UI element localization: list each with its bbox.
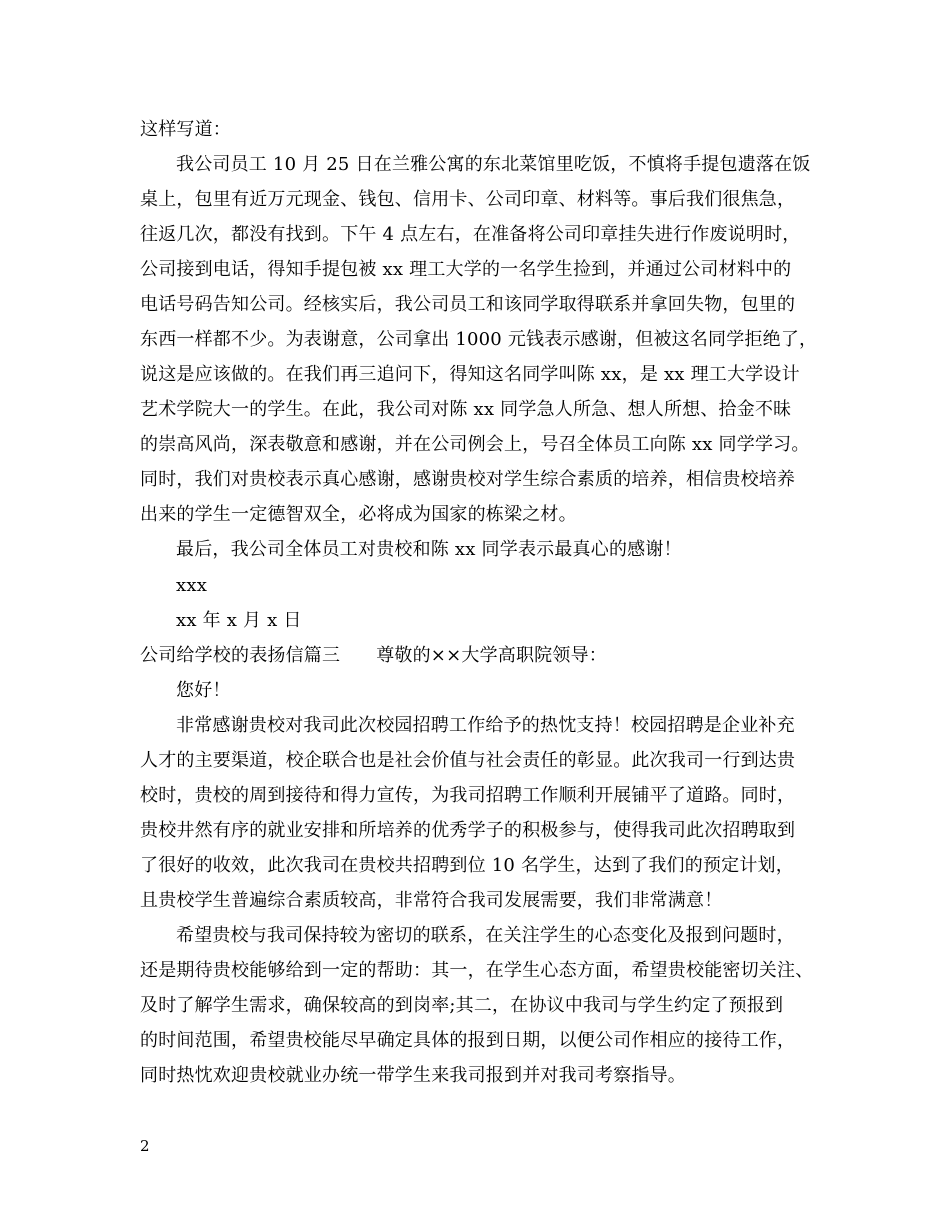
text-line: 出来的学生一定德智双全，必将成为国家的栋梁之材。 (140, 504, 577, 525)
text-line: 艺术学院大一的学生。在此，我公司对陈 xx 同学急人所急、想人所想、拾金不昧 (140, 399, 792, 420)
heading-line (140, 644, 607, 668)
salutation: 尊敬的××大学高职院领导： (376, 645, 607, 666)
paragraph-start-line: 最后，我公司全体员工对贵校和陈 xx 同学表示最真心的感谢！ (176, 539, 682, 560)
section-title: 公司给学校的表扬信篇三 (140, 645, 341, 666)
text-line: 这样写道： (140, 119, 231, 140)
text-line: 往返几次，都没有找到。下午 4 点左右，在准备将公司印章挂失进行作废说明时， (140, 224, 801, 245)
text-line: 的崇高风尚，深表敬意和感谢，并在公司例会上，号召全体员工向陈 xx 同学学习。 (140, 434, 810, 455)
text-line: 桌上，包里有近万元现金、钱包、信用卡、公司印章、材料等。事后我们很焦急， (140, 189, 796, 210)
greeting-line: 您好！ (176, 680, 231, 701)
text-line: 校时，贵校的周到接待和得力宣传，为我司招聘工作顺利开展铺平了道路。同时， (140, 785, 796, 806)
signature-line: xxx (176, 575, 208, 596)
text-line: 公司接到电话，得知手提包被 xx 理工大学的一名学生捡到，并通过公司材料中的 (140, 259, 792, 280)
text-line: 人才的主要渠道，校企联合也是社会价值与社会责任的彰显。此次我司一行到达贵 (140, 750, 796, 771)
text-line: 同时，我们对贵校表示真心感谢，感谢贵校对学生综合素质的培养，相信贵校培养 (140, 469, 796, 490)
paragraph-start-line: 非常感谢贵校对我司此次校园招聘工作给予的热忱支持！校园招聘是企业补充 (176, 715, 795, 736)
text-line: 东西一样都不少。为表谢意，公司拿出 1000 元钱表示感谢，但被这名同学拒绝了， (140, 329, 818, 350)
text-line: 贵校井然有序的就业安排和所培养的优秀学子的积极参与，使得我司此次招聘取到 (140, 820, 796, 841)
text-line: 了很好的收效，此次我司在贵校共招聘到位 10 名学生，达到了我们的预定计划， (140, 855, 794, 876)
text-line: 还是期待贵校能够给到一定的帮助：其一，在学生心态方面，希望贵校能密切关注、 (140, 960, 814, 981)
date-line: xx 年 x 月 x 日 (176, 610, 302, 631)
text-line: 同时热忱欢迎贵校就业办统一带学生来我司报到并对我司考察指导。 (140, 1065, 686, 1086)
text-line: 的时间范围，希望贵校能尽早确定具体的报到日期，以便公司作相应的接待工作， (140, 1030, 796, 1051)
page-number: 2 (140, 1137, 150, 1155)
text-line: 及时了解学生需求，确保较高的到岗率;其二，在协议中我司与学生约定了预报到 (140, 995, 784, 1016)
paragraph-start-line: 我公司员工 10 月 25 日在兰雅公寓的东北菜馆里吃饭，不慎将手提包遗落在饭 (176, 154, 811, 175)
text-line: 说这是应该做的。在我们再三追问下，得知这名同学叫陈 xx，是 xx 理工大学设计 (140, 364, 800, 385)
paragraph-start-line: 希望贵校与我司保持较为密切的联系，在关注学生的心态变化及报到问题时， (176, 925, 795, 946)
text-line: 且贵校学生普遍综合素质较高，非常符合我司发展需要，我们非常满意！ (140, 890, 723, 911)
text-line: 电话号码告知公司。经核实后，我公司员工和该同学取得联系并拿回失物，包里的 (140, 294, 796, 315)
